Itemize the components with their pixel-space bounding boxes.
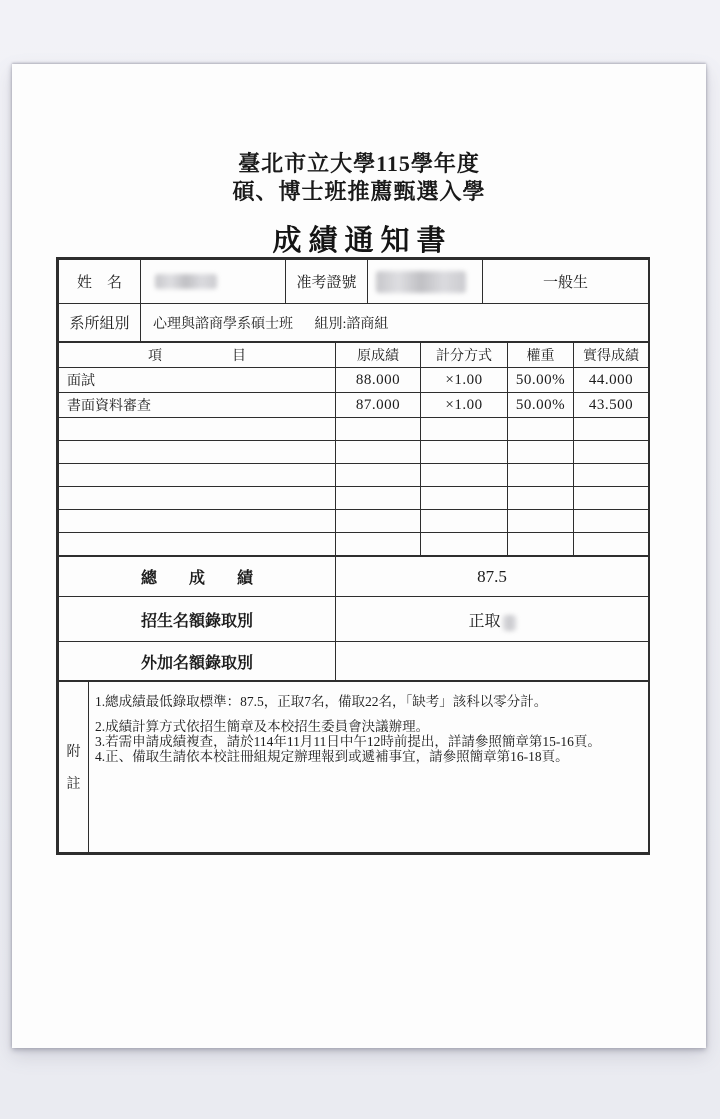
document-page (12, 64, 706, 1048)
score-notice-table (56, 257, 650, 855)
notes-content-cell (89, 682, 649, 853)
column-header-method: 計分方式 (421, 343, 508, 368)
score-item-name: 書面資料審查 (59, 393, 336, 418)
table-row (59, 260, 649, 304)
notes-label-cell (59, 682, 89, 853)
notes-label-char-2: 註 (66, 777, 81, 792)
empty-table-row (59, 510, 649, 533)
note-item-1: 1.總成績最低錄取標準：87.5，正取7名，備取22名，「缺考」該科以零分計。 (95, 694, 548, 709)
score-earned: 44.000 (574, 368, 649, 393)
redacted-name-blur (155, 274, 217, 289)
empty-table-row (59, 418, 649, 441)
score-weight: 50.00% (508, 368, 574, 393)
applicant-info-table (58, 259, 649, 342)
score-weight: 50.00% (508, 393, 574, 418)
empty-table-row (59, 464, 649, 487)
score-item-name: 面試 (59, 368, 336, 393)
group-value: 組別:諮商組 (314, 316, 389, 332)
totals-table (58, 556, 649, 681)
university-year-line: 臺北市立大學115學年度 (238, 151, 480, 176)
department-value-cell (141, 304, 649, 342)
redacted-admission-rank-blur (503, 615, 516, 631)
table-row (59, 682, 649, 853)
column-header-raw-score: 原成績 (336, 343, 421, 368)
exam-number-label: 准考證號 (286, 260, 368, 304)
score-items-table (58, 342, 649, 556)
admission-quota-value (336, 597, 649, 642)
additional-quota-label: 外加名額錄取別 (59, 642, 336, 681)
additional-quota-value (336, 642, 649, 681)
empty-table-row (59, 487, 649, 510)
score-earned: 43.500 (574, 393, 649, 418)
redacted-exam-number-blur (376, 271, 466, 293)
note-item-4: 4.正、備取生請依本校註冊組規定辦理報到或遞補事宜，請參照簡章第16-18頁。 (95, 749, 569, 764)
total-score-value: 87.5 (336, 557, 649, 597)
notes-label (59, 741, 88, 793)
notes-label-char-1: 附 (66, 745, 81, 760)
note-item-3: 3.若需申請成績複查，請於114年11月11日中午12時前提出，詳請參照簡章第15-16頁。 (95, 734, 601, 749)
student-type-value: 一般生 (483, 260, 649, 304)
department-label: 系所組別 (59, 304, 141, 342)
column-header-weight: 權重 (508, 343, 574, 368)
admission-quota-label: 招生名額錄取別 (59, 597, 336, 642)
table-row (59, 597, 649, 642)
name-value-cell (141, 260, 286, 304)
document-header (12, 64, 706, 259)
score-raw: 88.000 (336, 368, 421, 393)
column-header-earned: 實得成績 (574, 343, 649, 368)
empty-table-row (59, 533, 649, 556)
table-header-row (59, 343, 649, 368)
note-item-2: 2.成績計算方式依招生簡章及本校招生委員會決議辦理。 (95, 719, 430, 734)
table-row (59, 393, 649, 418)
table-row (59, 304, 649, 342)
column-header-item: 項 目 (59, 343, 336, 368)
empty-table-row (59, 441, 649, 464)
name-label: 姓 名 (59, 260, 141, 304)
score-method: ×1.00 (421, 393, 508, 418)
total-score-label: 總 成 績 (59, 557, 336, 597)
table-row (59, 642, 649, 681)
document-title: 成績通知書 (272, 225, 453, 257)
table-row (59, 557, 649, 597)
score-method: ×1.00 (421, 368, 508, 393)
program-line: 碩、博士班推薦甄選入學 (232, 179, 486, 204)
admission-status-text: 正取 (468, 612, 501, 630)
score-raw: 87.000 (336, 393, 421, 418)
notes-table (58, 681, 649, 853)
department-value: 心理與諮商學系碩士班 (153, 316, 293, 332)
table-row (59, 368, 649, 393)
exam-number-value-cell (368, 260, 483, 304)
